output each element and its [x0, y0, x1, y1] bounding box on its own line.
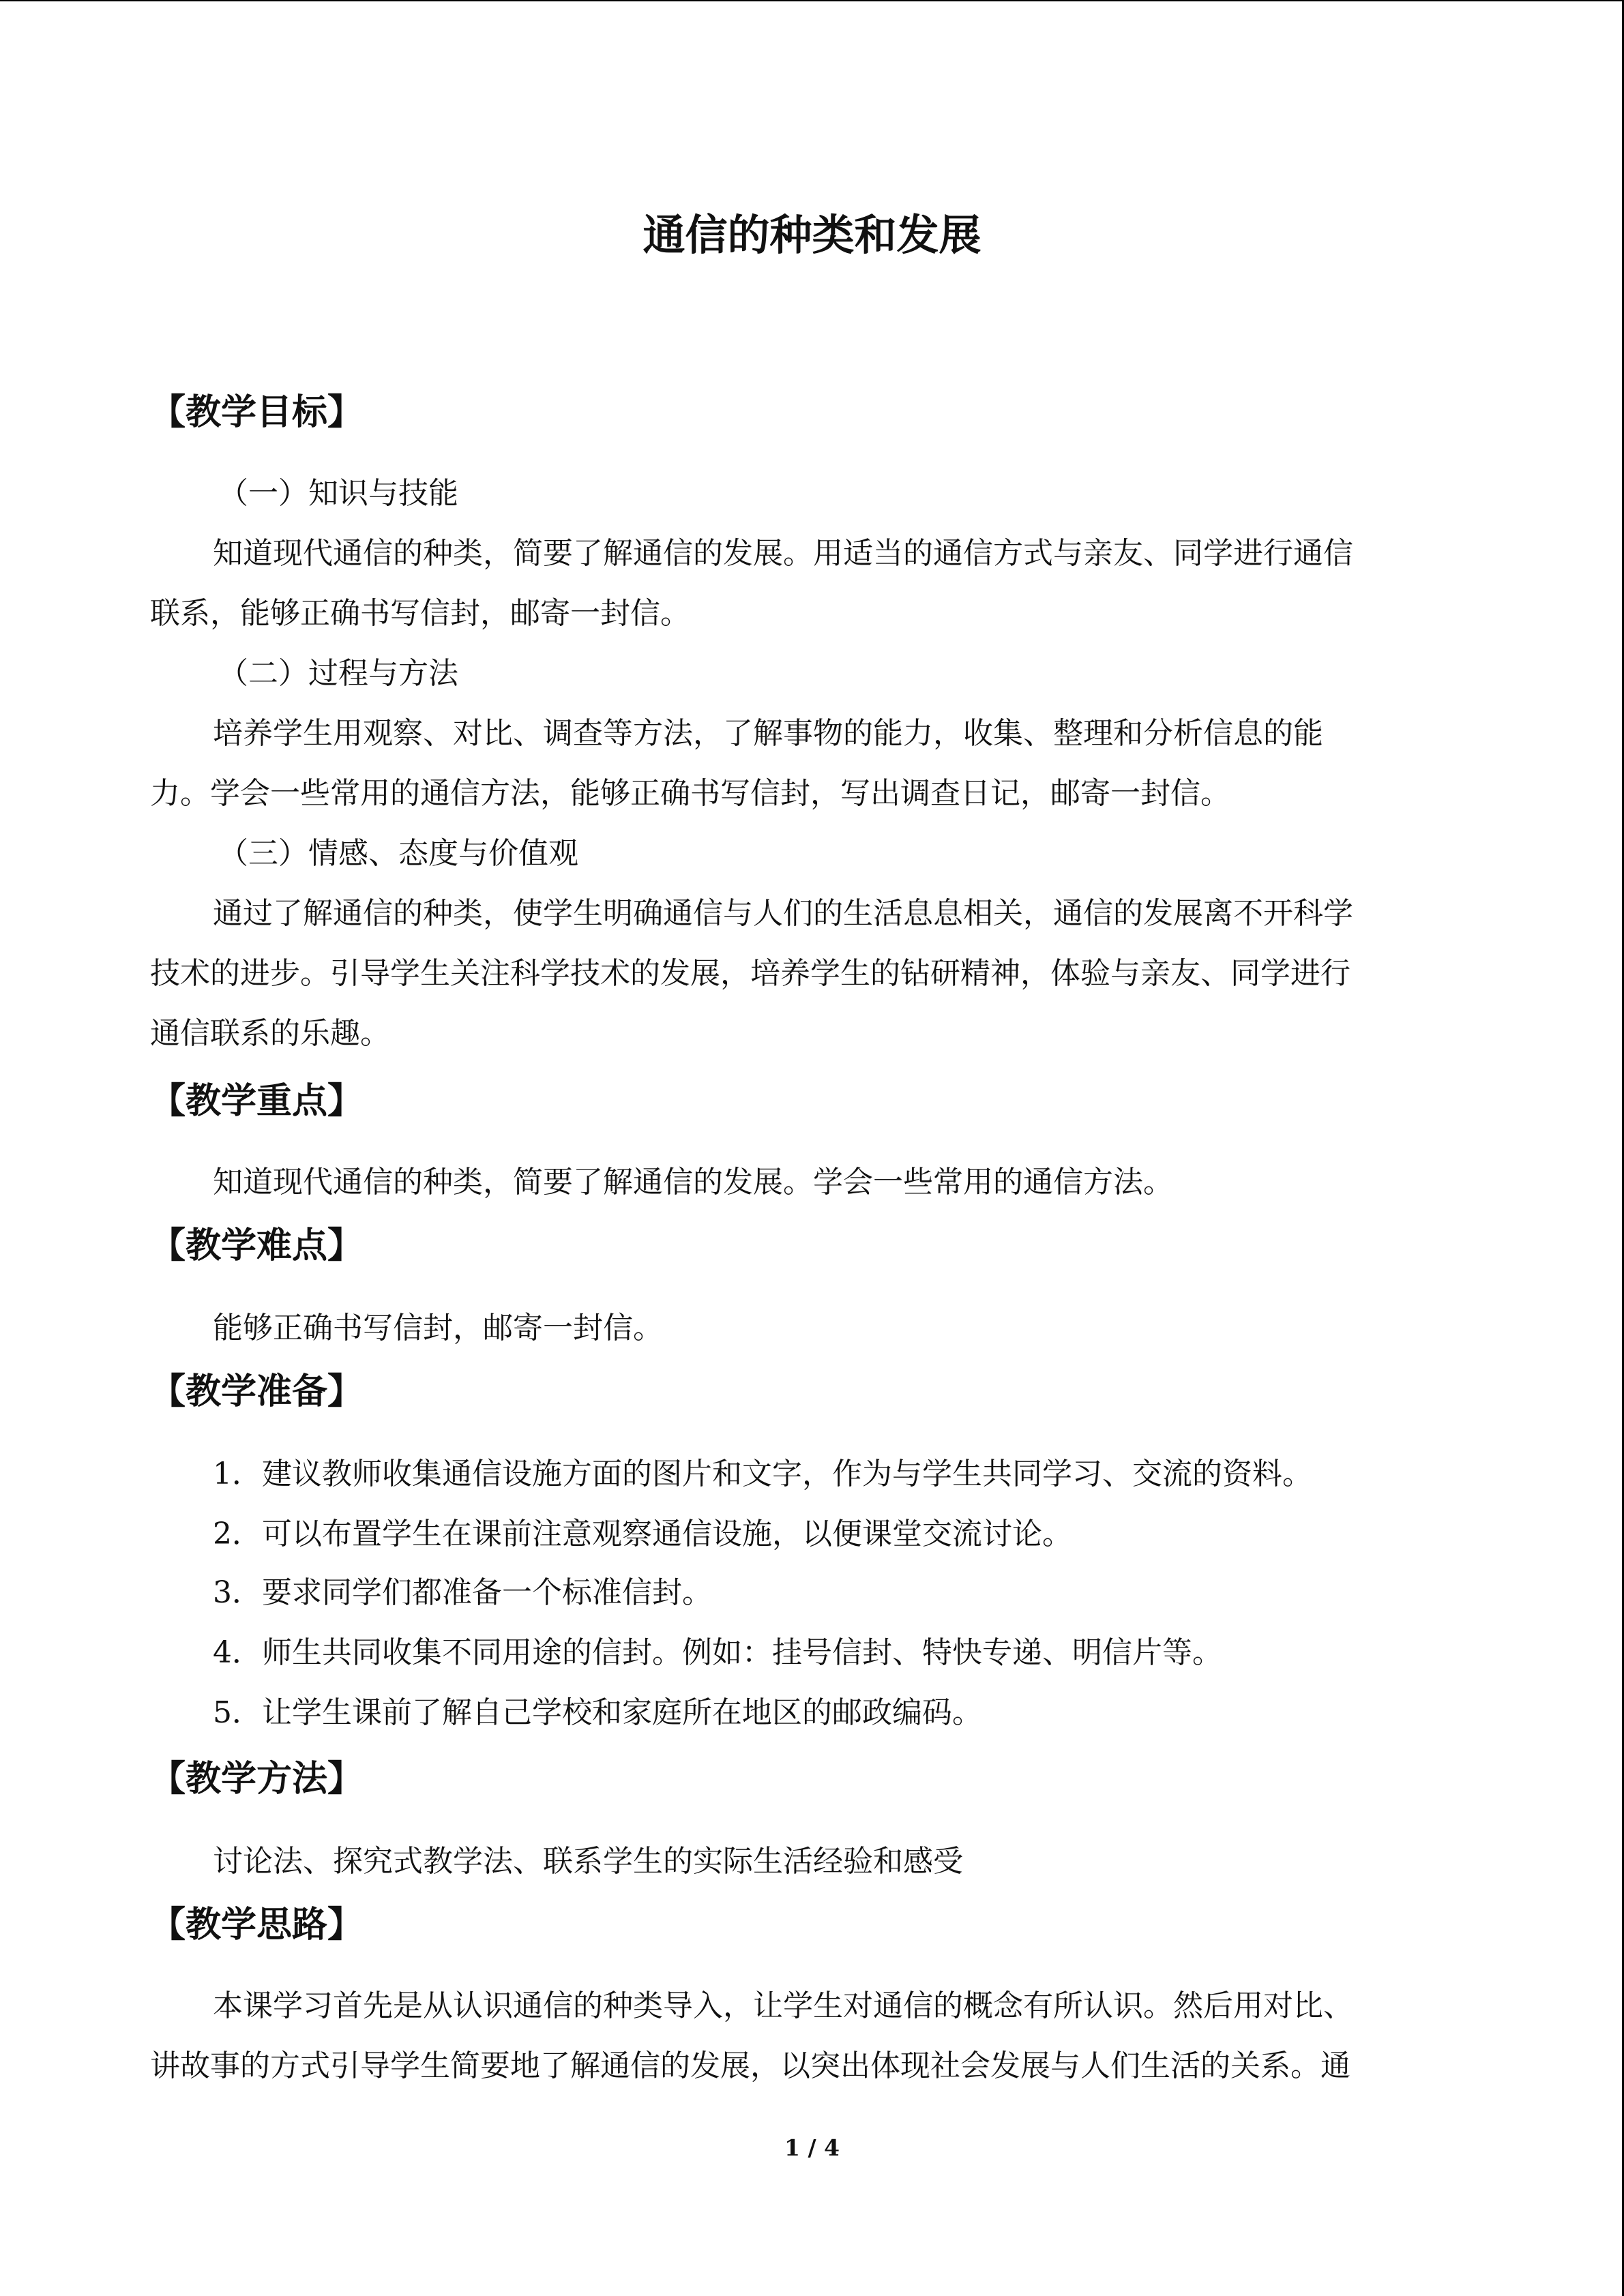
heading-approach: 【教学思路】	[150, 1905, 364, 1945]
heading-difficulties: 【教学难点】	[150, 1225, 364, 1266]
objective-sub-process: （二）过程与方法	[218, 656, 458, 691]
objective-p3-line1: 通过了解通信的种类，使学生明确通信与人们的生活息息相关，通信的发展离不开科学	[213, 896, 1353, 931]
preparation-item: 1．建议教师收集通信设施方面的图片和文字，作为与学生共同学习、交流的资料。	[213, 1457, 1312, 1491]
document-title: 通信的种类和发展	[643, 210, 981, 260]
page-border-top	[0, 0, 1624, 1]
method-text: 讨论法、探究式教学法、联系学生的实际生活经验和感受	[213, 1844, 963, 1879]
heading-key-points: 【教学重点】	[150, 1081, 364, 1122]
objective-sub-knowledge: （一）知识与技能	[218, 476, 458, 511]
preparation-item: 4．师生共同收集不同用途的信封。例如：挂号信封、特快专递、明信片等。	[213, 1635, 1222, 1670]
preparation-item: 5．让学生课前了解自己学校和家庭所在地区的邮政编码。	[213, 1695, 982, 1730]
approach-line2: 讲故事的方式引导学生简要地了解通信的发展，以突出体现社会发展与人们生活的关系。通	[150, 2048, 1350, 2083]
objective-sub-attitude: （三）情感、态度与价值观	[218, 836, 578, 871]
page-number: 1 / 4	[784, 2134, 840, 2161]
difficulty-text: 能够正确书写信封，邮寄一封信。	[213, 1311, 663, 1345]
key-point-text: 知道现代通信的种类，简要了解通信的发展。学会一些常用的通信方法。	[213, 1165, 1173, 1199]
heading-methods: 【教学方法】	[150, 1759, 364, 1800]
objective-p2-line1: 培养学生用观察、对比、调查等方法，了解事物的能力，收集、整理和分析信息的能	[213, 716, 1323, 751]
heading-teaching-objectives: 【教学目标】	[150, 392, 364, 433]
preparation-item: 2．可以布置学生在课前注意观察通信设施，以便课堂交流讨论。	[213, 1517, 1072, 1551]
preparation-item: 3．要求同学们都准备一个标准信封。	[213, 1575, 712, 1610]
heading-preparation: 【教学准备】	[150, 1371, 364, 1412]
approach-line1: 本课学习首先是从认识通信的种类导入，让学生对通信的概念有所认识。然后用对比、	[213, 1988, 1353, 2023]
objective-p3-line2: 技术的进步。引导学生关注科学技术的发展，培养学生的钻研精神，体验与亲友、同学进行	[150, 956, 1350, 991]
objective-p1-line1: 知道现代通信的种类，简要了解通信的发展。用适当的通信方式与亲友、同学进行通信	[213, 536, 1353, 571]
objective-p2-line2: 力。学会一些常用的通信方法，能够正确书写信封，写出调查日记，邮寄一封信。	[150, 776, 1230, 811]
objective-p1-line2: 联系，能够正确书写信封，邮寄一封信。	[150, 596, 690, 631]
objective-p3-line3: 通信联系的乐趣。	[150, 1016, 390, 1051]
